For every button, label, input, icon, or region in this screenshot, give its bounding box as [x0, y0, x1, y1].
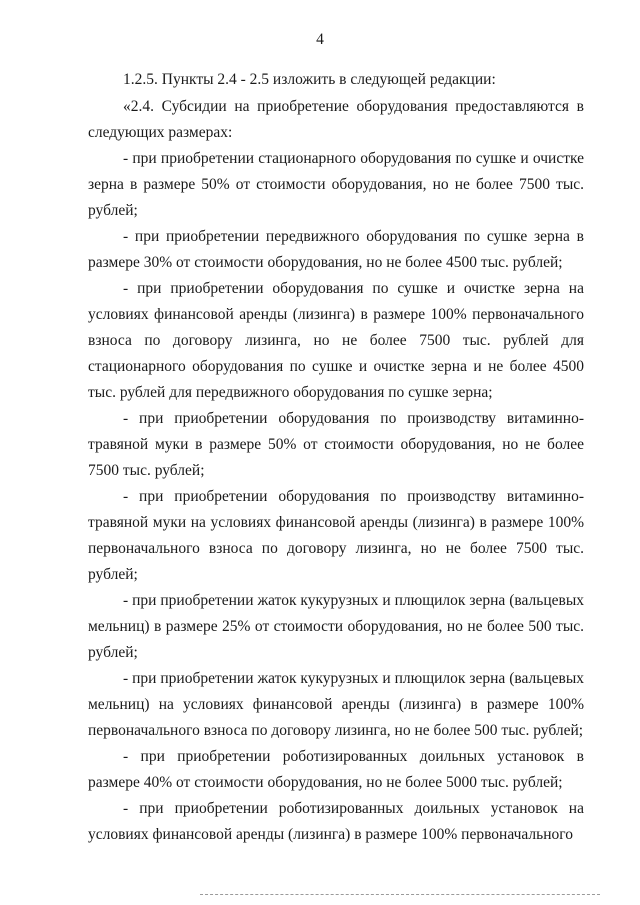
- document-body: [88, 67, 584, 848]
- section-heading: 1.2.5. Пункты 2.4 - 2.5 изложить в следующей редакции:: [123, 71, 496, 88]
- list-item: - при приобретении жаток кукурузных и плющилок зерна (вальцевых мельниц) на условиях финансовой аренды (лизинга) в размере 100% первоначального взноса по договору лизинга, но не более 500 тыс. рублей;: [88, 670, 584, 739]
- list-item: - при приобретении оборудования по производству витаминно-травяной муки на условиях финансовой аренды (лизинга) в размере 100% первоначального взноса по договору лизинга, но не более 7500 тыс. рублей;: [88, 488, 584, 583]
- list-item: - при приобретении оборудования по сушке и очистке зерна на условиях финансовой аренды (лизинга) в размере 100% первоначального взноса по договору лизинга, но не более 7500 тыс. рублей для стационарного оборудования по сушке и очистке зерна и не более 4500 тыс. рублей для передвижного оборудования по сушке зерна;: [88, 280, 584, 401]
- footer-divider: [200, 894, 600, 895]
- list-item: - при приобретении передвижного оборудования по сушке зерна в размере 30% от стоимости оборудования, но не более 4500 тыс. рублей;: [88, 228, 584, 271]
- page-number: 4: [316, 31, 324, 48]
- list-item: - при приобретении оборудования по производству витаминно-травяной муки в размере 50% от стоимости оборудования, но не более 7500 тыс. рублей;: [88, 410, 584, 479]
- list-item: - при приобретении роботизированных доильных установок на условиях финансовой аренды (лизинга) в размере 100% первоначального: [88, 800, 584, 843]
- list-item: - при приобретении роботизированных доильных установок в размере 40% от стоимости оборудования, но не более 5000 тыс. рублей;: [88, 748, 584, 791]
- list-item: - при приобретении жаток кукурузных и плющилок зерна (вальцевых мельниц) в размере 25% от стоимости оборудования, но не более 500 тыс. рублей;: [88, 592, 584, 661]
- list-item: - при приобретении стационарного оборудования по сушке и очистке зерна в размере 50% от стоимости оборудования, но не более 7500 тыс. рублей;: [88, 150, 584, 219]
- intro-paragraph: «2.4. Субсидии на приобретение оборудования предоставляются в следующих размерах:: [88, 98, 584, 141]
